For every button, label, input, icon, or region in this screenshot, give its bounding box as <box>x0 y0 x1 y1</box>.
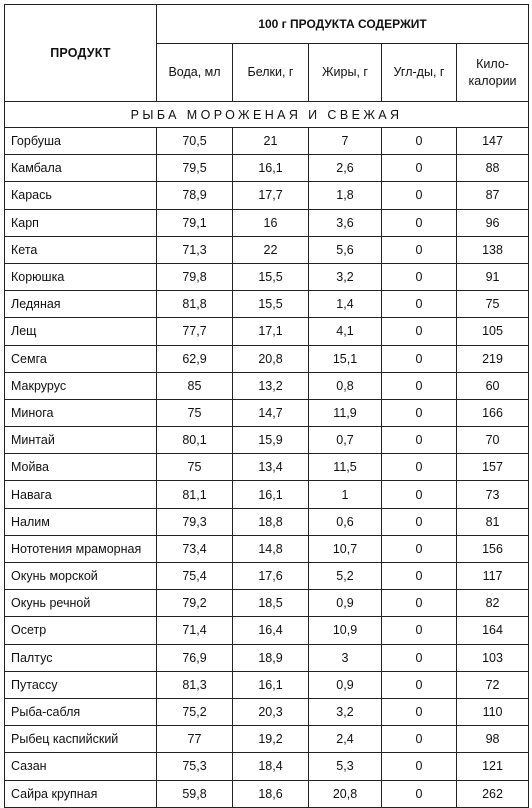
fat-cell: 3,6 <box>309 209 382 236</box>
fat-cell: 0,6 <box>309 508 382 535</box>
fat-column-header: Жиры, г <box>309 44 382 102</box>
calories-cell: 70 <box>457 427 529 454</box>
table-row <box>5 209 529 236</box>
table-row <box>5 535 529 562</box>
fat-cell: 5,3 <box>309 753 382 780</box>
fat-cell: 11,9 <box>309 399 382 426</box>
protein-cell: 22 <box>233 236 309 263</box>
protein-cell: 17,7 <box>233 182 309 209</box>
carbs-cell: 0 <box>382 644 457 671</box>
table-row <box>5 128 529 155</box>
table-body <box>5 102 529 808</box>
protein-cell: 20,8 <box>233 345 309 372</box>
calories-cell: 117 <box>457 563 529 590</box>
calories-cell: 105 <box>457 318 529 345</box>
product-name-cell: Навага <box>5 481 157 508</box>
table-row <box>5 644 529 671</box>
table-row <box>5 182 529 209</box>
carbs-cell: 0 <box>382 617 457 644</box>
product-name-cell: Налим <box>5 508 157 535</box>
protein-cell: 17,1 <box>233 318 309 345</box>
section-title: РЫБА МОРОЖЕНАЯ И СВЕЖАЯ <box>5 102 529 128</box>
table-row <box>5 291 529 318</box>
carbs-cell: 0 <box>382 263 457 290</box>
carbs-cell: 0 <box>382 590 457 617</box>
product-name-cell: Минога <box>5 399 157 426</box>
fat-cell: 2,6 <box>309 155 382 182</box>
water-cell: 75 <box>157 454 233 481</box>
protein-cell: 15,5 <box>233 263 309 290</box>
carbs-cell: 0 <box>382 563 457 590</box>
carbs-cell: 0 <box>382 345 457 372</box>
carbs-cell: 0 <box>382 291 457 318</box>
table-row <box>5 508 529 535</box>
nutrients-group-header: 100 г ПРОДУКТА СОДЕРЖИТ <box>157 5 529 44</box>
calories-column-header: Кило- калории <box>457 44 529 102</box>
table-row <box>5 753 529 780</box>
carbs-cell: 0 <box>382 508 457 535</box>
water-cell: 79,8 <box>157 263 233 290</box>
protein-cell: 15,9 <box>233 427 309 454</box>
fat-cell: 5,6 <box>309 236 382 263</box>
table-row <box>5 563 529 590</box>
product-name-cell: Карась <box>5 182 157 209</box>
protein-cell: 14,8 <box>233 535 309 562</box>
fat-cell: 10,7 <box>309 535 382 562</box>
calories-cell: 219 <box>457 345 529 372</box>
protein-cell: 20,3 <box>233 698 309 725</box>
product-name-cell: Путассу <box>5 671 157 698</box>
product-name-cell: Ледяная <box>5 291 157 318</box>
product-name-cell: Лещ <box>5 318 157 345</box>
carbs-cell: 0 <box>382 726 457 753</box>
fat-cell: 1 <box>309 481 382 508</box>
protein-cell: 18,4 <box>233 753 309 780</box>
water-cell: 78,9 <box>157 182 233 209</box>
carbs-cell: 0 <box>382 671 457 698</box>
protein-cell: 19,2 <box>233 726 309 753</box>
product-name-cell: Окунь речной <box>5 590 157 617</box>
product-name-cell: Мойва <box>5 454 157 481</box>
fat-cell: 3 <box>309 644 382 671</box>
protein-cell: 21 <box>233 128 309 155</box>
water-cell: 81,3 <box>157 671 233 698</box>
product-name-cell: Осетр <box>5 617 157 644</box>
fat-cell: 0,9 <box>309 671 382 698</box>
water-column-header: Вода, мл <box>157 44 233 102</box>
table-row <box>5 726 529 753</box>
fat-cell: 1,8 <box>309 182 382 209</box>
water-cell: 76,9 <box>157 644 233 671</box>
fat-cell: 2,4 <box>309 726 382 753</box>
carbs-cell: 0 <box>382 236 457 263</box>
fat-cell: 0,8 <box>309 372 382 399</box>
protein-cell: 16 <box>233 209 309 236</box>
fat-cell: 3,2 <box>309 263 382 290</box>
carbs-cell: 0 <box>382 454 457 481</box>
table-row <box>5 155 529 182</box>
product-name-cell: Сазан <box>5 753 157 780</box>
water-cell: 85 <box>157 372 233 399</box>
table-row <box>5 236 529 263</box>
protein-cell: 18,8 <box>233 508 309 535</box>
calories-cell: 88 <box>457 155 529 182</box>
product-name-cell: Макрурус <box>5 372 157 399</box>
water-cell: 77,7 <box>157 318 233 345</box>
fat-cell: 4,1 <box>309 318 382 345</box>
protein-cell: 18,6 <box>233 780 309 807</box>
carbs-cell: 0 <box>382 155 457 182</box>
table-row <box>5 617 529 644</box>
fat-cell: 7 <box>309 128 382 155</box>
product-name-cell: Рыбец каспийский <box>5 726 157 753</box>
calories-cell: 156 <box>457 535 529 562</box>
product-name-cell: Корюшка <box>5 263 157 290</box>
carbs-cell: 0 <box>382 698 457 725</box>
table-row <box>5 345 529 372</box>
table-row <box>5 590 529 617</box>
product-name-cell: Палтус <box>5 644 157 671</box>
protein-cell: 18,9 <box>233 644 309 671</box>
table-row <box>5 698 529 725</box>
calories-cell: 262 <box>457 780 529 807</box>
carbs-cell: 0 <box>382 372 457 399</box>
product-name-cell: Минтай <box>5 427 157 454</box>
fat-cell: 20,8 <box>309 780 382 807</box>
water-cell: 75 <box>157 399 233 426</box>
fat-cell: 3,2 <box>309 698 382 725</box>
product-name-cell: Кета <box>5 236 157 263</box>
water-cell: 79,3 <box>157 508 233 535</box>
calories-cell: 147 <box>457 128 529 155</box>
protein-cell: 16,1 <box>233 155 309 182</box>
calories-cell: 73 <box>457 481 529 508</box>
carbs-column-header: Угл-ды, г <box>382 44 457 102</box>
calories-cell: 81 <box>457 508 529 535</box>
protein-cell: 17,6 <box>233 563 309 590</box>
water-cell: 62,9 <box>157 345 233 372</box>
product-name-cell: Карп <box>5 209 157 236</box>
product-name-cell: Нототения мраморная <box>5 535 157 562</box>
water-cell: 79,1 <box>157 209 233 236</box>
calories-cell: 72 <box>457 671 529 698</box>
product-name-cell: Сайра крупная <box>5 780 157 807</box>
protein-cell: 18,5 <box>233 590 309 617</box>
water-cell: 71,3 <box>157 236 233 263</box>
calories-cell: 75 <box>457 291 529 318</box>
protein-cell: 13,2 <box>233 372 309 399</box>
water-cell: 75,2 <box>157 698 233 725</box>
carbs-cell: 0 <box>382 399 457 426</box>
carbs-cell: 0 <box>382 780 457 807</box>
water-cell: 71,4 <box>157 617 233 644</box>
protein-cell: 16,1 <box>233 671 309 698</box>
table-row <box>5 780 529 807</box>
fat-cell: 15,1 <box>309 345 382 372</box>
table-row <box>5 263 529 290</box>
carbs-cell: 0 <box>382 753 457 780</box>
product-column-header: ПРОДУКТ <box>5 5 157 102</box>
water-cell: 73,4 <box>157 535 233 562</box>
product-name-cell: Окунь морской <box>5 563 157 590</box>
product-name-cell: Горбуша <box>5 128 157 155</box>
calories-cell: 98 <box>457 726 529 753</box>
calories-cell: 82 <box>457 590 529 617</box>
table-row <box>5 454 529 481</box>
water-cell: 77 <box>157 726 233 753</box>
fat-cell: 11,5 <box>309 454 382 481</box>
carbs-cell: 0 <box>382 182 457 209</box>
calories-cell: 166 <box>457 399 529 426</box>
carbs-cell: 0 <box>382 128 457 155</box>
product-name-cell: Рыба-сабля <box>5 698 157 725</box>
water-cell: 70,5 <box>157 128 233 155</box>
table-row <box>5 399 529 426</box>
fat-cell: 0,7 <box>309 427 382 454</box>
fat-cell: 0,9 <box>309 590 382 617</box>
calories-cell: 121 <box>457 753 529 780</box>
carbs-cell: 0 <box>382 481 457 508</box>
table-row <box>5 318 529 345</box>
water-cell: 81,8 <box>157 291 233 318</box>
fat-cell: 5,2 <box>309 563 382 590</box>
table-row <box>5 481 529 508</box>
table-row <box>5 372 529 399</box>
carbs-cell: 0 <box>382 427 457 454</box>
protein-cell: 15,5 <box>233 291 309 318</box>
calories-cell: 103 <box>457 644 529 671</box>
water-cell: 59,8 <box>157 780 233 807</box>
fat-cell: 10,9 <box>309 617 382 644</box>
water-cell: 80,1 <box>157 427 233 454</box>
table-row <box>5 671 529 698</box>
calories-cell: 138 <box>457 236 529 263</box>
calories-cell: 157 <box>457 454 529 481</box>
water-cell: 75,4 <box>157 563 233 590</box>
calories-cell: 91 <box>457 263 529 290</box>
water-cell: 81,1 <box>157 481 233 508</box>
calories-cell: 110 <box>457 698 529 725</box>
carbs-cell: 0 <box>382 318 457 345</box>
protein-cell: 16,1 <box>233 481 309 508</box>
calories-cell: 164 <box>457 617 529 644</box>
table-row <box>5 427 529 454</box>
protein-cell: 14,7 <box>233 399 309 426</box>
fat-cell: 1,4 <box>309 291 382 318</box>
calories-cell: 60 <box>457 372 529 399</box>
calories-cell: 87 <box>457 182 529 209</box>
water-cell: 75,3 <box>157 753 233 780</box>
protein-cell: 13,4 <box>233 454 309 481</box>
protein-cell: 16,4 <box>233 617 309 644</box>
water-cell: 79,2 <box>157 590 233 617</box>
protein-column-header: Белки, г <box>233 44 309 102</box>
calories-cell: 96 <box>457 209 529 236</box>
carbs-cell: 0 <box>382 209 457 236</box>
carbs-cell: 0 <box>382 535 457 562</box>
product-name-cell: Семга <box>5 345 157 372</box>
water-cell: 79,5 <box>157 155 233 182</box>
nutrition-table <box>4 4 529 808</box>
product-name-cell: Камбала <box>5 155 157 182</box>
